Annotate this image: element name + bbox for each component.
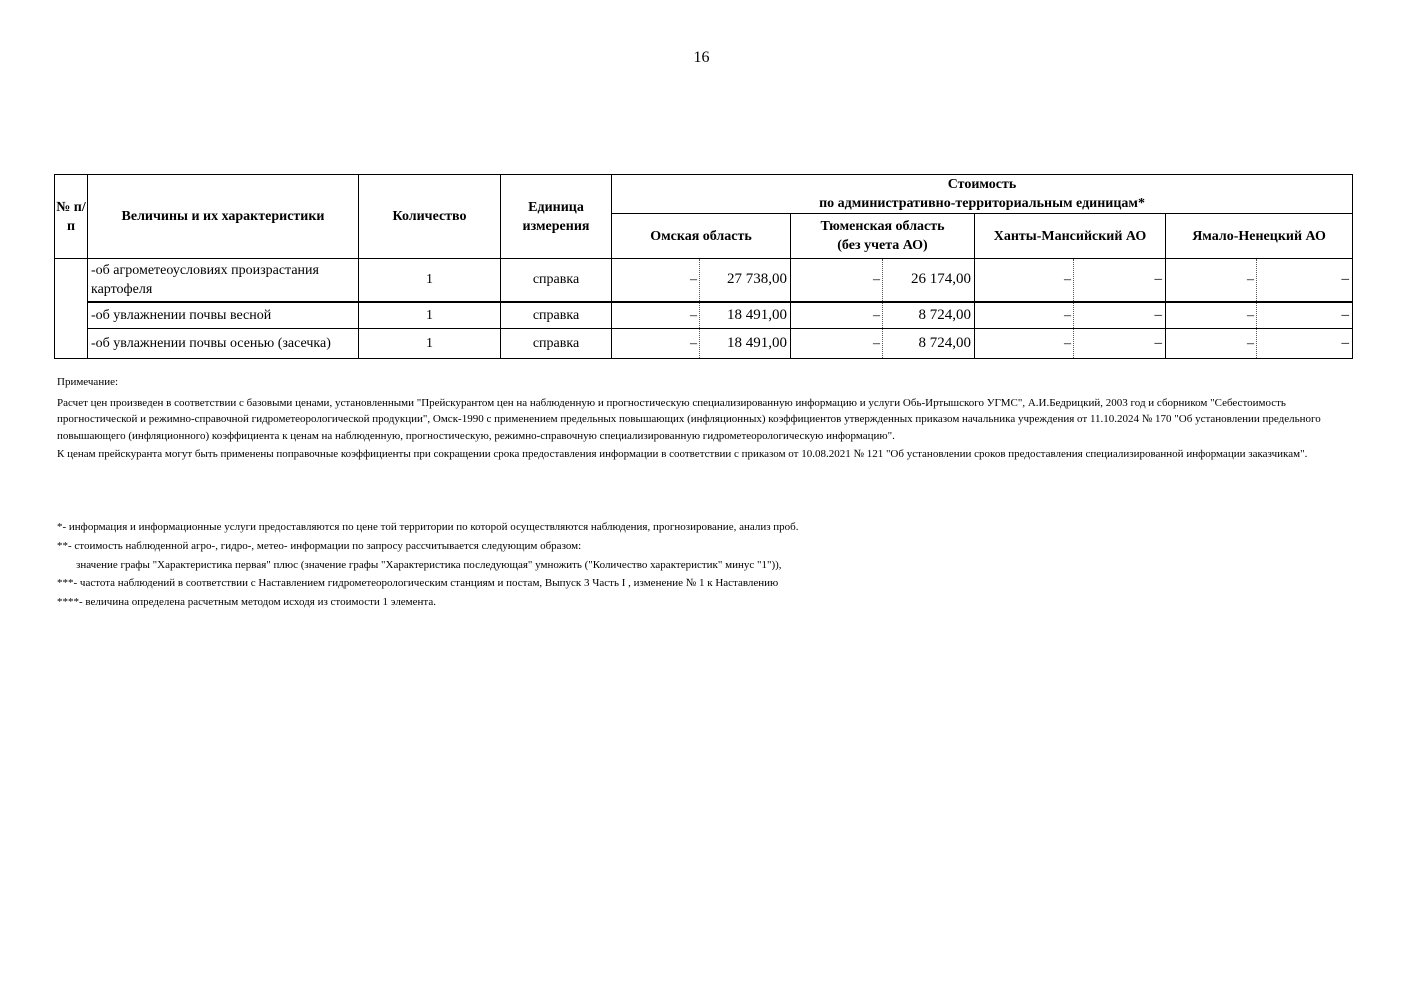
cell-omsk-a: – (612, 259, 700, 302)
cell-khanty-a: – (975, 329, 1074, 359)
header-unit: Единица измерения (501, 175, 612, 259)
cell-khanty-a: – (975, 259, 1074, 302)
footnote-1: *- информация и информационные услуги предоставляются по цене той территории по которой осуществляются наблюдения, прогнозирование, анализ проб. (57, 521, 799, 533)
table-row (55, 302, 1353, 329)
footnote-3: ***- частота наблюдений в соответствии с Наставлением гидрометеорологическим станциям и постам, Выпуск 3 Часть I , изменение № 1 к Наставлению (57, 577, 779, 590)
cell-yamal-a: – (1166, 329, 1257, 359)
header-num: № п/п (55, 175, 88, 259)
notes-paragraph-pricing: Расчет цен произведен в соответствии с базовыми ценами, установленными "Прейскурантом цен на наблюденную и прогностическую специализированную информацию и услуги Обь-Иртышского УГМС", А.И.Бедрицкий, 2003 год и сборником "Себестоимость прогностической и режимно-справочной гидрометеорологической продукции", Омск-1990 с применением предельных повышающих (инфляционных) коэффициентов утвержденных приказом начальника учреждения от 11.10.2024 № 170 "Об установлении предельного повышающего (инфляционного) коэффициента к ценам на наблюденную, прогностическую, режимно-справочную специализированную гидрометеорологическую информацию". (57, 396, 1321, 442)
header-cost (612, 175, 1353, 214)
row-desc: -об агрометеоусловиях произрастания картофеля (88, 259, 359, 302)
header-yamal: Ямало-Ненецкий АО (1166, 214, 1353, 259)
cell-tyumen-b: 26 174,00 (883, 259, 975, 302)
cell-omsk-a: – (612, 302, 700, 329)
row-unit: справка (501, 259, 612, 302)
header-qty: Количество (359, 175, 501, 259)
page-number: 16 (693, 49, 710, 66)
cell-khanty-a: – (975, 302, 1074, 329)
cell-tyumen-b: 8 724,00 (883, 329, 975, 359)
header-desc: Величины и их характеристики (88, 175, 359, 259)
row-desc: -об увлажнении почвы весной (88, 302, 359, 329)
footnotes-section (57, 518, 1347, 612)
row-unit: справка (501, 329, 612, 359)
cell-yamal-b: – (1257, 259, 1353, 302)
table-row (55, 259, 1353, 302)
cell-tyumen-b: 8 724,00 (883, 302, 975, 329)
cell-yamal-b: – (1257, 329, 1353, 359)
header-tyumen-line2: (без учета АО) (837, 238, 928, 253)
cell-tyumen-a: – (791, 329, 883, 359)
header-tyumen (791, 214, 975, 259)
cell-omsk-a: – (612, 329, 700, 359)
cell-omsk-b: 27 738,00 (700, 259, 791, 302)
footnote-4: ****- величина определена расчетным методом исходя из стоимости 1 элемента. (57, 596, 436, 609)
notes-title: Примечание: (57, 376, 119, 388)
notes-paragraph-coefficients: К ценам прейскуранта могут быть применены поправочные коэффициенты при сокращении срока предоставления информации в соответствии с приказом от 10.08.2021 № 121 "Об установлении сроков предоставления специализированной информации заказчикам". (57, 448, 1308, 460)
footnote-2-formula: значение графы "Характеристика первая" плюс (значение графы "Характеристика последующая" умножить ("Количество характеристик" минус "1")), (76, 558, 782, 571)
cell-khanty-b: – (1074, 259, 1166, 302)
row-qty: 1 (359, 329, 501, 359)
cell-omsk-b: 18 491,00 (700, 329, 791, 359)
cell-khanty-b: – (1074, 329, 1166, 359)
row-qty: 1 (359, 259, 501, 302)
row-unit: справка (501, 302, 612, 329)
notes-section (57, 374, 1347, 463)
footnote-2: **- стоимость наблюденной агро-, гидро-, метео- информации по запросу рассчитывается следующим образом: (57, 539, 582, 552)
cell-tyumen-a: – (791, 259, 883, 302)
row-qty: 1 (359, 302, 501, 329)
header-omsk: Омская область (612, 214, 791, 259)
header-tyumen-line1: Тюменская область (820, 219, 945, 234)
table-row (55, 329, 1353, 359)
cell-omsk-b: 18 491,00 (700, 302, 791, 329)
cell-yamal-b: – (1257, 302, 1353, 329)
header-row-top (55, 175, 1353, 214)
cell-tyumen-a: – (791, 302, 883, 329)
row-number-cell (55, 259, 88, 359)
cell-yamal-a: – (1166, 302, 1257, 329)
header-khanty: Ханты-Мансийский АО (975, 214, 1166, 259)
cell-khanty-b: – (1074, 302, 1166, 329)
header-cost-line2: по административно-территориальным единицам* (819, 196, 1145, 211)
row-desc: -об увлажнении почвы осенью (засечка) (88, 329, 359, 359)
header-cost-line1: Стоимость (947, 177, 1017, 192)
cell-yamal-a: – (1166, 259, 1257, 302)
price-table (54, 174, 1353, 359)
